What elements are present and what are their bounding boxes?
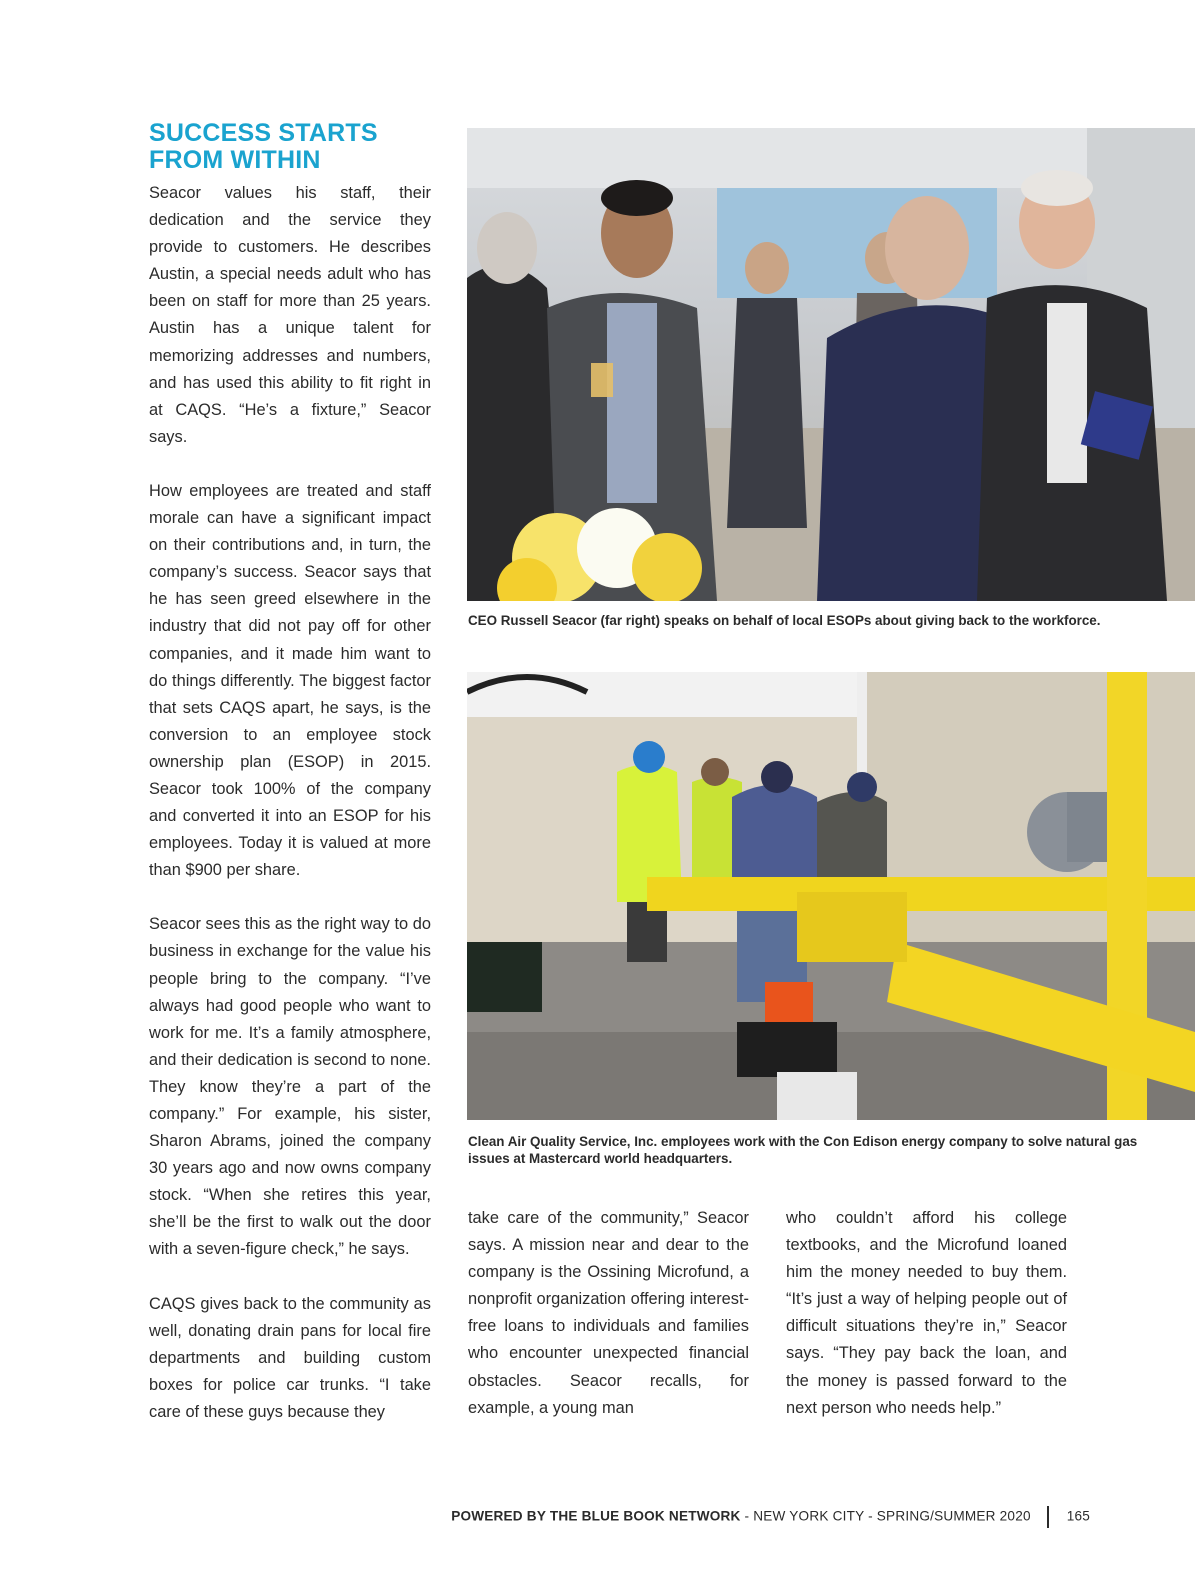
paragraph: CAQS gives back to the community as well, donating drain pans for local fire departments and building custom boxes for police car trunks. “I take care of these guys because they [149, 1294, 431, 1421]
paragraph: Seacor sees this as the right way to do business in exchange for the value his people bring to the company. “I’ve always had good people who want to work for me. It’s a family atmosphere, and their dedication is second to none. They know they’re a part of the company.” For example, his sister, Sharon Abrams, joined the company 30 years ago and now owns company stock. “When she retires this year, she’ll be the first to walk out the door with a seven-figure check,” he says. [149, 915, 431, 1259]
paragraph: who couldn’t afford his college textbooks, and the Microfund loaned him the money needed to buy them. “It’s just a way of helping people out of difficult situations they’re in,” Seacor says. “They pay back the loan, and the money is passed forward to the next person who needs help.” [786, 1209, 1067, 1417]
article-column-middle [468, 1205, 749, 1422]
footer-divider [1047, 1506, 1049, 1528]
section-heading [149, 120, 449, 174]
footer-edition: - NEW YORK CITY - SPRING/SUMMER 2020 [740, 1508, 1031, 1524]
heading-line-2: FROM WITHIN [149, 146, 321, 174]
footer-network: POWERED BY THE BLUE BOOK NETWORK [451, 1508, 741, 1524]
photo-caption: CEO Russell Seacor (far right) speaks on behalf of local ESOPs about giving back to the workforce. [468, 613, 1101, 628]
paragraph: take care of the community,” Seacor says. A mission near and dear to the company is the Ossining Microfund, a nonprofit organization offering interest-free loans to individuals and families who encounter unexpected financial obstacles. Seacor recalls, for example, a young man [468, 1209, 749, 1417]
page-footer [451, 1506, 1090, 1528]
photo-networking-event [467, 128, 1195, 601]
paragraph: Seacor values his staff, their dedication and the service they provide to customers. He describes Austin, a special needs adult who has been on staff for more than 25 years. Austin has a unique talent for memorizing addresses and numbers, and has used this ability to fit right in at CAQS. “He’s a fixture,” Seacor says. [149, 184, 431, 446]
article-column-left [149, 180, 431, 1426]
photo-caption: Clean Air Quality Service, Inc. employees work with the Con Edison energy company to solve natural gas issues at Mastercard world headquarters. [468, 1134, 1138, 1166]
page-number: 165 [1066, 1508, 1090, 1524]
article-column-right [786, 1205, 1067, 1422]
paragraph: How employees are treated and staff morale can have a significant impact on their contributions and, in turn, the company’s success. Seacor says that he has seen greed elsewhere in the industry that did not pay off for other companies, and it made him want to do things differently. The biggest factor that sets CAQS apart, he says, is the conversion to an employee stock ownership plan (ESOP) in 2015. Seacor took 100% of the company and converted it into an ESOP for his employees. Today it is valued at more than $900 per share. [149, 481, 431, 880]
heading-line-1: SUCCESS STARTS [149, 119, 378, 147]
photo-gas-pipe-work [467, 672, 1195, 1120]
